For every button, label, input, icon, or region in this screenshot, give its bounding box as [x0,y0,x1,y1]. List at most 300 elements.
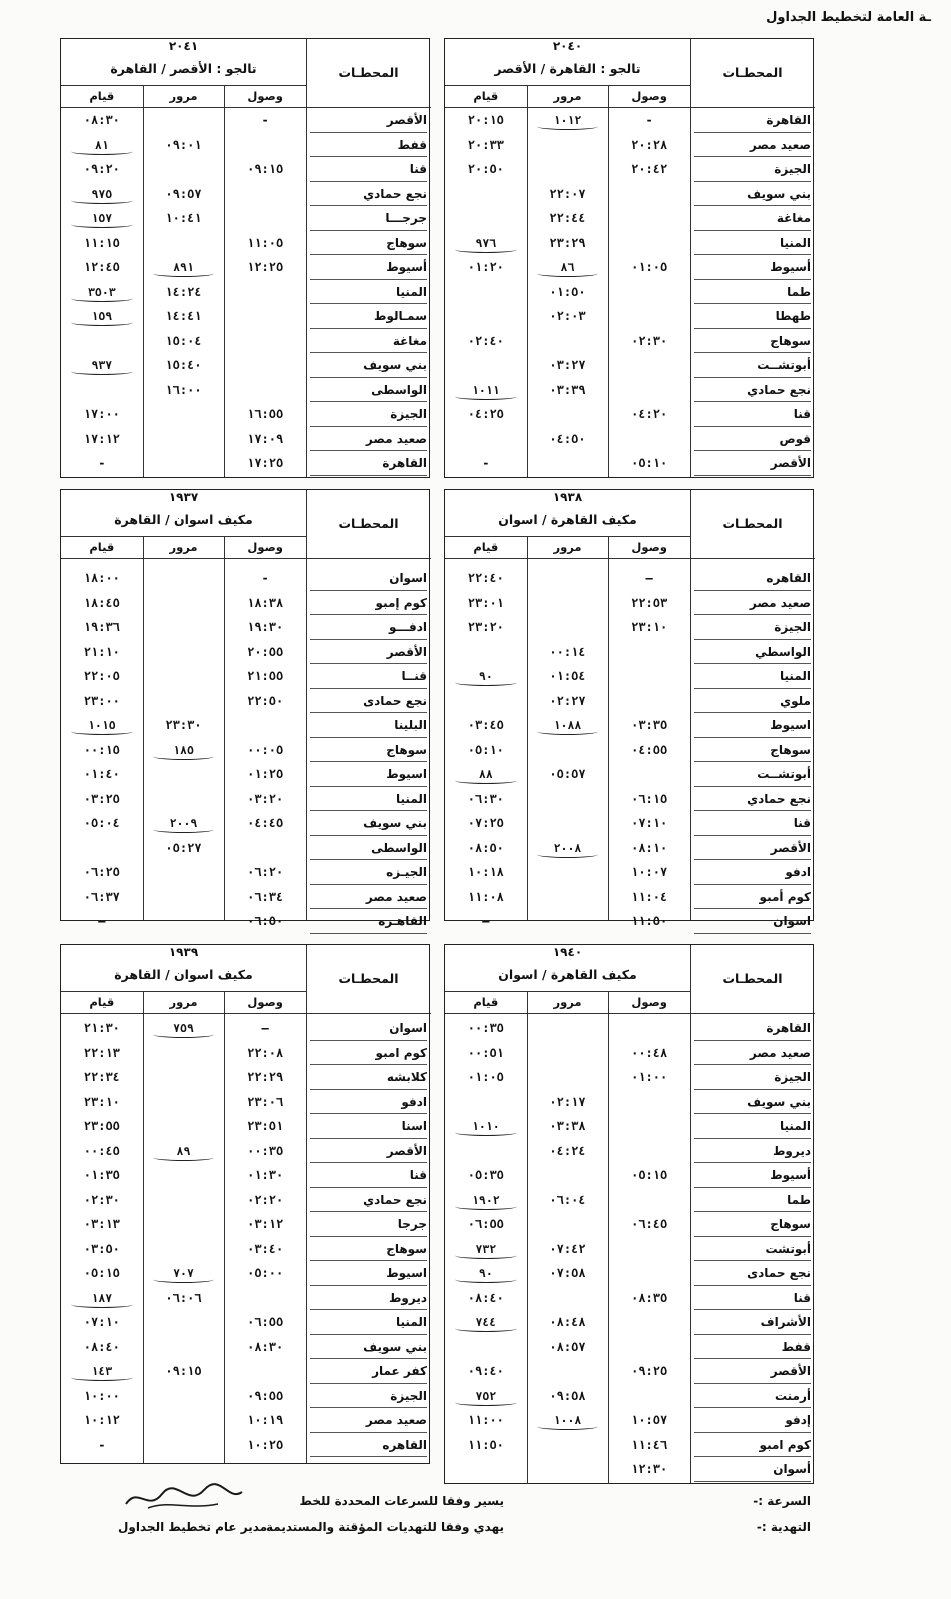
pass-header: مرور [169,540,198,554]
station-name: كلابشه [310,1070,427,1090]
station-name: قنا [694,1291,811,1311]
station-name: ادفو [310,1095,427,1115]
station-name: سوهاج [694,1217,811,1237]
station-name: بني سويف [694,187,811,207]
arrive-time: ٠٩:٢٥ [631,1364,668,1378]
arrive-time: ١٠:٥٧ [631,1413,668,1427]
arrive-time: ٢٠:٤٢ [631,162,668,176]
depart-time: ٠٩:٤٠ [467,1364,504,1378]
arrive-header: وصول [247,89,283,103]
station-name: ديروط [694,1144,811,1164]
depart-time: ٢٠:٣٣ [467,137,504,152]
signature-title: مدير عام تخطيط الجداول [118,1520,268,1534]
station-name: كفر عمار [310,1364,427,1384]
station-name: نجع حمادي [694,383,811,403]
station-name: طما [694,1193,811,1213]
depart-time: - [98,1437,106,1452]
arrive-time: ٠٣:١٢ [247,1217,284,1231]
pass-time: ٠١:٥٤ [549,669,586,683]
station-name: كوم أمبو [694,890,811,910]
station-name: اسيوط [694,718,811,738]
station-name: صعيد مصر [694,1046,811,1066]
stations-separator [306,39,307,477]
station-name: نجع حمادي [310,187,427,207]
arrive-time: ٠٢:٣٠ [631,333,668,348]
pass-time: ١٦:٠٠ [165,382,202,397]
arrive-header: وصول [631,995,667,1009]
train-number: ١٩٣٧ [168,490,199,504]
connecting-train: ١٨٧ [65,1291,139,1305]
station-name: اسيوط [310,1266,427,1286]
depart-time: ١١:٥٠ [467,1437,504,1452]
station-name: بني سويف [694,1095,811,1115]
colhead-divider [445,1013,690,1014]
connecting-train: ٢٠٠٩ [147,816,221,830]
arrive-time: ٢٠:٢٨ [631,137,668,152]
depart-time: ١١:٠٨ [467,889,504,904]
depart-time: ٠٥:١٥ [83,1266,120,1280]
arrive-time: ١١:٠٥ [247,235,284,250]
depart-time: ٢٠:٥٠ [467,162,504,176]
depart-time: ٠٦:٣٧ [83,889,120,904]
depart-time: ٠٦:٥٥ [467,1217,504,1231]
depart-time: ١٩:٣٦ [83,620,120,634]
arrive-time: ٠٥:١٠ [631,456,668,470]
pass-time: ٠٥:٢٧ [165,840,202,855]
station-name: القاهره [310,1438,427,1458]
pass-time: ٠٩:١٥ [165,1364,202,1378]
stations-head-divider [690,1013,815,1014]
arrive-time: ١١:٤٦ [631,1437,668,1452]
depart-time: ٢٢:٠٥ [83,669,120,683]
pass-time: ٢٢:٠٧ [549,186,586,201]
train-route: مكيف القاهرة / اسوان [498,512,637,527]
depart-time: ١٨:٠٠ [83,571,120,585]
station-name: ديروط [310,1291,427,1311]
station-name: سوهاج [694,334,811,354]
colhead-divider [61,107,306,108]
timetable-2 [444,489,814,928]
station-name: اسنا [310,1119,427,1139]
pass-header: مرور [169,995,198,1009]
arrive-time: ٠٥:١٥ [631,1168,668,1182]
arrive-header: وصول [631,89,667,103]
connecting-train: ١٩٠٢ [449,1193,523,1207]
station-name: الواسطى [310,383,427,403]
arrive-time: ٠٢:٢٠ [247,1192,284,1207]
pass-time: ٠٩:٠١ [165,137,202,152]
depart-time: ٢١:٣٠ [83,1021,120,1035]
arrive-time: ٠٣:٤٠ [247,1241,284,1256]
station-name: صعيد مصر [694,138,811,158]
pass-time: ٠٤:٥٠ [549,431,586,446]
arrive-time: ٢٣:٥١ [247,1119,284,1133]
connecting-train: ١٠١٥ [65,718,139,732]
station-name: الجيزة [694,162,811,182]
pass-time: ٠٣:٢٧ [549,358,586,372]
depart-time: ٠٩:٢٠ [83,162,120,176]
station-name: أسيوط [310,260,427,280]
arrive-header: وصول [247,995,283,1009]
arrive-time: ٠٨:١٠ [631,840,668,855]
depart-time: ٢٣:٠٠ [83,693,120,708]
arrive-time: ٠١:٠٥ [631,260,668,274]
connecting-train: ٩٧٥ [65,187,139,201]
depart-header: قيام [473,89,499,103]
depart-time: ٠١:٢٠ [467,260,504,274]
depart-time: ٠٦:٢٥ [83,865,120,879]
arrive-time: ١٩:٣٠ [247,620,284,634]
depart-time: ٠٣:٤٥ [467,718,504,732]
arrive-time: ٢٢:٢٩ [247,1070,284,1084]
stations-header: المحطـات [722,971,783,986]
pass-time: ٠١:٥٠ [549,284,586,299]
connecting-train: ١٨٥ [147,743,221,757]
timetable-3 [60,489,430,928]
header-divider [445,85,690,86]
connecting-train: ٣٥٠٣ [65,285,139,299]
depart-header: قيام [89,540,115,554]
arrive-time: ٠٩:٥٥ [247,1388,284,1403]
connecting-train: ٧٤٤ [449,1315,523,1329]
stations-separator [306,490,307,920]
pass-time: ٢٣:٢٩ [549,235,586,250]
arrive-time: ٢٢:٥٠ [247,693,284,708]
pass-time: ٠٦:٠٦ [165,1290,202,1305]
column-separator [527,536,528,920]
pass-time: ٠٠:١٤ [549,644,586,659]
station-name: قنــا [310,669,427,689]
arrive-time: — [261,1021,269,1035]
depart-header: قيام [473,995,499,1009]
pass-header: مرور [553,540,582,554]
depart-time: ٠٤:٢٥ [467,407,504,421]
colhead-divider [445,107,690,108]
arrive-time: ٠١:٠٠ [631,1070,668,1084]
depart-time: ١٠:٠٠ [83,1388,120,1403]
station-name: المنيا [694,1119,811,1139]
station-name: المنيا [310,792,427,812]
pass-time: ٠٢:٠٣ [549,309,586,323]
connecting-train: ٧٥٩ [147,1021,221,1035]
header-divider [445,536,690,537]
station-name: سوهاج [310,743,427,763]
station-name: الجيـزه [310,865,427,885]
page-header: ـة العامة لتخطيط الجداول [766,10,931,25]
stations-head-divider [306,1013,431,1014]
colhead-divider [61,558,306,559]
arrive-time: — [645,571,653,585]
pass-time: ٠٩:٥٧ [165,186,202,201]
station-name: الأقصر [310,1144,427,1164]
depart-time: ١٠:١٨ [467,865,504,879]
depart-time: ١٠:١٢ [83,1413,120,1427]
station-name: أرمنت [694,1389,811,1409]
depart-time: ٢٣:١٠ [83,1094,120,1109]
station-name: الأقصر [310,113,427,133]
stations-separator [306,945,307,1463]
timetable-5 [60,944,430,1464]
depart-time: ٠٨:٥٠ [467,840,504,855]
column-separator [608,536,609,920]
train-route: تالجو : القاهرة / الأقصر [494,61,641,76]
column-separator [224,85,225,477]
station-name: الجيزة [694,1070,811,1090]
stations-separator [690,39,691,477]
arrive-time: ٠٦:٥٠ [247,914,284,928]
arrive-time: ٢٣:٠٦ [247,1094,284,1109]
station-name: سوهاج [310,1242,427,1262]
depart-time: ٢٣:٠١ [467,595,504,610]
depart-time: ٠٢:٣٠ [83,1192,120,1207]
column-separator [143,991,144,1463]
depart-time: — [482,914,490,928]
arrive-time: ١٠:٠٧ [631,865,668,879]
station-name: نجع حمادى [310,694,427,714]
arrive-time: ٠٤:٤٥ [247,816,284,830]
slowdown-label: التهدية :- [756,1520,811,1534]
station-name: أسيوط [694,1168,811,1188]
arrive-time: ٠٣:٣٥ [631,718,668,732]
pass-time: ٠٤:٢٤ [549,1143,586,1158]
speed-text: يسير وفقا للسرعات المحددة للخط [299,1494,504,1508]
train-number: ٢٠٤١ [168,39,199,53]
stations-header: المحطـات [338,971,399,986]
station-name: الأشراف [694,1315,811,1335]
column-separator [224,991,225,1463]
pass-time: ١٤:٢٤ [165,284,202,299]
depart-time: ٠٣:١٣ [83,1217,120,1231]
depart-time: - [98,456,106,470]
depart-time: ١١:١٥ [83,235,120,250]
station-name: قفط [694,1340,811,1360]
station-name: أبوتشــت [694,358,811,378]
connecting-train: ٩٧٦ [449,236,523,250]
arrive-time: ٠٨:٣٠ [247,1339,284,1354]
connecting-train: ٨٩١ [147,260,221,274]
station-name: القاهرة [310,456,427,476]
depart-time: ٠٥:٠٤ [83,816,120,830]
pass-time: ٠٥:٥٧ [549,767,586,781]
timetable-4 [444,944,814,1484]
station-name: أسوان [694,1462,811,1482]
pass-time: ٠٩:٥٨ [549,1388,586,1403]
connecting-train: ٧٠٧ [147,1266,221,1280]
depart-time: ٠٣:٢٥ [83,791,120,806]
train-route: مكيف اسوان / القاهرة [114,967,253,982]
stations-separator [690,945,691,1483]
pass-time: ١٥:٤٠ [165,358,202,372]
arrive-time: ٠٦:٤٥ [631,1217,668,1231]
stations-head-divider [690,107,815,108]
station-name: أبوتشت [694,1242,811,1262]
station-name: الأقصر [694,841,811,861]
connecting-train: ٨١ [65,138,139,152]
arrive-time: ٠٥:٠٠ [247,1266,284,1280]
column-separator [608,85,609,477]
pass-time: ٠٦:٠٤ [549,1192,586,1207]
station-name: كوم إمبو [310,596,427,616]
connecting-train: ١٠٠٨ [531,1413,605,1427]
station-name: قنا [310,1168,427,1188]
column-separator [608,991,609,1483]
connecting-train: ١٠٨٨ [531,718,605,732]
station-name: سوهاج [694,743,811,763]
pass-time: ٢٣:٣٠ [165,718,202,732]
station-name: المنيا [694,669,811,689]
depart-time: ٠٠:٣٥ [467,1021,504,1035]
depart-time: ٢٢:١٣ [83,1045,120,1060]
station-name: القاهره [694,571,811,591]
depart-time: ٠٠:١٥ [83,742,120,757]
station-name: أسيوط [694,260,811,280]
depart-time: ٠٧:١٠ [83,1315,120,1329]
arrive-time: ٠٦:١٥ [631,791,668,806]
depart-time: ٠٥:١٠ [467,742,504,757]
station-name: سوهاج [310,236,427,256]
depart-time: ٠٠:٥١ [467,1045,504,1060]
arrive-time: ٠٤:٥٥ [631,742,668,757]
station-name: الجيزة [694,620,811,640]
station-name: طما [694,285,811,305]
depart-time: ٠٢:٤٠ [467,333,504,348]
arrive-time: ١٧:٢٥ [247,456,284,470]
station-name: صعيد مصر [694,596,811,616]
depart-time: — [98,914,106,928]
signature-image [118,1482,248,1514]
arrive-time: ١٧:٠٩ [247,431,284,446]
station-name: قنا [694,407,811,427]
connecting-train: ١٥٩ [65,309,139,323]
depart-time: ٠٨:٣٠ [83,113,120,127]
arrive-time: - [261,113,269,127]
connecting-train: ٧٥٢ [449,1389,523,1403]
header-divider [61,991,306,992]
arrive-time: - [261,571,269,585]
arrive-time: - [645,113,653,127]
timetable-0 [444,38,814,478]
depart-time: ١٢:٤٥ [83,260,120,274]
station-name: ادفـــو [310,620,427,640]
station-name: بني سويف [310,816,427,836]
arrive-time: ٠١:٣٠ [247,1168,284,1182]
depart-time: - [482,456,490,470]
stations-header: المحطـات [722,65,783,80]
station-name: نجع حمادي [694,792,811,812]
column-separator [143,85,144,477]
station-name: المنيا [694,236,811,256]
pass-time: ٠٨:٤٨ [549,1315,586,1329]
arrive-header: وصول [247,540,283,554]
stations-head-divider [306,107,431,108]
station-name: جرجـــا [310,211,427,231]
arrive-time: ٠٧:١٠ [631,816,668,830]
station-name: بني سويف [310,358,427,378]
station-name: بني سويف [310,1340,427,1360]
station-name: قنا [694,816,811,836]
connecting-train: ١٥٧ [65,211,139,225]
station-name: قفط [310,138,427,158]
station-name: القاهرة [694,113,811,133]
station-name: ادفو [694,865,811,885]
arrive-time: ٠٦:٥٥ [247,1315,284,1329]
connecting-train: ٩٠ [449,669,523,683]
train-number: ٢٠٤٠ [552,39,583,53]
pass-time: ٠٧:٤٢ [549,1241,586,1256]
pass-time: ١٠:٤١ [165,211,202,225]
train-route: مكيف القاهرة / اسوان [498,967,637,982]
speed-label: السرعة :- [753,1494,811,1508]
pass-time: ١٥:٠٤ [165,333,202,348]
station-name: صعيد مصر [310,890,427,910]
arrive-time: ١٨:٣٨ [247,595,284,610]
train-number: ١٩٤٠ [552,945,583,959]
depart-time: ٢٢:٤٠ [467,571,504,585]
station-name: صعيد مصر [310,432,427,452]
depart-time: ١٨:٤٥ [83,595,120,610]
column-separator [224,536,225,920]
arrive-time: ٠٦:٢٠ [247,865,284,879]
pass-time: ٠٢:١٧ [549,1094,586,1109]
connecting-train: ٩٠ [449,1266,523,1280]
arrive-time: ٢٢:٥٣ [631,595,668,610]
station-name: صعيد مصر [310,1413,427,1433]
station-name: مغاغة [310,334,427,354]
connecting-train: ١٤٣ [65,1364,139,1378]
arrive-header: وصول [631,540,667,554]
station-name: أبوتشــت [694,767,811,787]
arrive-time: ٠٠:٣٥ [247,1143,284,1158]
depart-time: ٠٨:٤٠ [467,1290,504,1305]
depart-time: ٢٣:٥٥ [83,1119,120,1133]
depart-time: ٢٠:١٥ [467,113,504,127]
connecting-train: ٧٣٢ [449,1242,523,1256]
connecting-train: ٨٦ [531,260,605,274]
depart-time: ٠١:٣٥ [83,1168,120,1182]
station-name: طهطا [694,309,811,329]
arrive-time: ٢٠:٥٥ [247,644,284,659]
depart-time: ١١:٠٠ [467,1413,504,1427]
arrive-time: ١٠:١٩ [247,1413,284,1427]
station-name: اسيوط [310,767,427,787]
arrive-time: ٢٣:١٠ [631,620,668,634]
station-name: المنيا [310,1315,427,1335]
arrive-time: ١١:٠٤ [631,889,668,904]
depart-time: ٠٥:٣٥ [467,1168,504,1182]
station-name: المنيا [310,285,427,305]
arrive-time: ٠٨:٣٥ [631,1290,668,1305]
station-name: الجيزة [310,407,427,427]
station-name: اسوان [310,1021,427,1041]
station-name: القاهـره [310,914,427,934]
arrive-time: ٠٤:٢٠ [631,407,668,421]
pass-header: مرور [553,89,582,103]
header-divider [61,536,306,537]
pass-time: ٠٨:٥٧ [549,1339,586,1354]
depart-time: ٠٣:٥٠ [83,1241,120,1256]
arrive-time: ٠٦:٣٤ [247,889,284,904]
slowdown-text: يهدي وفقا للتهديات المؤقتة والمستديمة [266,1520,504,1534]
station-name: الأقصر [694,1364,811,1384]
header-divider [61,85,306,86]
pass-header: مرور [169,89,198,103]
station-name: الأقصر [310,645,427,665]
arrive-time: ٠٣:٢٠ [247,791,284,806]
depart-time: ٠٨:٤٠ [83,1339,120,1354]
timetable-1 [60,38,430,478]
train-route: مكيف اسوان / القاهرة [114,512,253,527]
depart-header: قيام [89,89,115,103]
